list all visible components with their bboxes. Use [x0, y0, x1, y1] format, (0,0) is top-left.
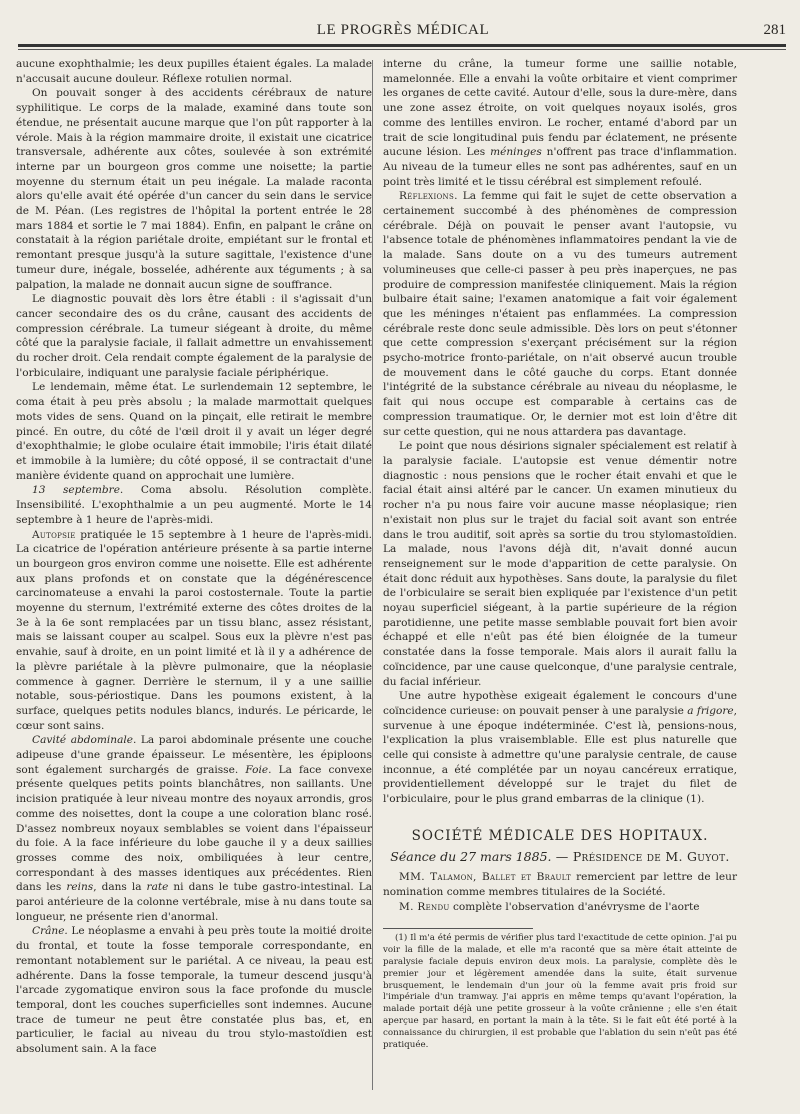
paragraph-text: remercient par lettre de leur nomination comme membres titulaires de la Société.	[383, 871, 737, 898]
paragraph-text: Le néoplasme a envahi à peu près toute la moitié droite du frontal, et toute la fosse temporale correspondante, en remontant notablement sur le pariétal. A ce niveau, la peau est adhérente. Dans la fosse temporale, la tumeur descend jusqu'à l'arcade zygomatique environ sous la face profonde du muscle temporal, dont les couches superficielles sont indemnes. Aucune trace de tumeur ne peut être constatée plus bas, et, en particulier, le facial au niveau du trou stylo-mastoïdien est absolument sain. A la face	[16, 925, 372, 1056]
frigore-term: a frigore	[687, 704, 734, 717]
date-lead: 13 septembre.	[32, 484, 124, 497]
crane-lead: Crâne.	[32, 925, 68, 938]
autopsy-lead: Autopsie	[32, 528, 76, 541]
paragraph-text: complète l'observation d'anévrysme de l'aorte	[449, 900, 700, 913]
paragraph-text: , survenue à une époque indéterminée. C'est là, pensions-nous, l'explication la plus vraisemblable. Elle est plus naturelle que celle qui consiste à admettre qu'une paralysie centrale, de cause inconnue, a été complétée par un noyau cancéreux erratique, providentiellement développé sur le trajet du filet de l'orbiculaire, pour le plus grand embarras de la clinique (1).	[383, 704, 737, 806]
paragraph-text: La femme qui fait le sujet de cette observation a certainement succombé à des phénomènes de compression cérébrale. Déjà on pouvait le penser avant l'autopsie, vu l'absence totale de phénomènes inflammatoires pendant la vie de la malade. Sans doute on a vu des tumeurs autrement volumineuses que celle-ci passer à peu près inaperçues, ne pas produire de compression manifestée cliniquement. Mais la région bulbaire était saine; l'examen anatomique a fait voir également que les méninges n'étaient pas enflammées. La compression cérébrale reste donc seule admissible. Dès lors on peut s'étonner que cette compression s'exerçant précisément sur la région psycho-motrice fronto-pariétale, on n'ait observé aucun trouble de mouvement dans le côté gauche du corps. Etant donnée l'intégrité de la substance cérébrale au niveau du néoplasme, le fait qui nous occupe est comparable à certains cas de compression traumatique. Or, le dernier mot est loin d'être dit sur cette question, qui ne nous attardera pas davantage.	[383, 190, 737, 438]
paragraph	[16, 528, 372, 734]
paragraph-text: La paroi abdominale présente une couche adipeuse d'une grande épaisseur. Le mésentère, les épiploons sont également surchargés de graisse.	[16, 734, 372, 776]
paragraph-text: , dans la	[93, 881, 147, 894]
paragraph: aucune exophthalmie; les deux pupilles étaient égales. La malade n'accusait aucune douleur. Réflexe rotulien normal.	[16, 58, 372, 85]
paragraph: Le lendemain, même état. Le surlendemain 12 septembre, le coma était à peu près absolu ; la malade marmottait quelques mots vides de sens. Quand on la pinçait, elle retirait le membre pincé. En outre, du côté de l'œil droit il y avait un léger degré d'exophthalmie; le globe oculaire était immobile; l'iris était dilaté et immobile à la lumière; du côté opposé, il se contractait d'une manière évidente quand on approchait une lumière.	[16, 381, 372, 482]
abdomen-lead: Cavité abdominale.	[32, 734, 137, 747]
meninges-term: méninges	[490, 146, 542, 159]
paragraph: On pouvait songer à des accidents cérébraux de nature syphilitique. Le corps de la malade, examiné dans toute son étendue, ne présentait aucune marque que l'on pût rapporter à la vérole. Mais à la région mammaire droite, il existait une cicatrice transversale, adhérente aux côtes, soulevée à son extrémité interne par un bourgeon gros comme une noisette; la partie moyenne du sternum était un peu inégale. La malade raconta alors qu'elle avait été opérée d'un cancer du sein dans le service de M. Péan. (Les registres de l'hôpital la portent entrée le 28 mars 1884 et sortie le 7 mai 1884). Enfin, en palpant le crâne on constatait à la région pariétale droite, empiétant sur le frontal et remontant presque jusqu'à la suture sagittale, l'existence d'une tumeur dure, inégale, bosselée, adhérente aux téguments ; à sa palpation, la malade ne donnait aucun signe de souffrance.	[16, 87, 372, 291]
paragraph	[383, 900, 737, 915]
paragraph-text: ni dans le tube gastro-intestinal. La paroi antérieure de la colonne vertébrale, mise à nu dans toute sa longueur, ne présente rien d'anormal.	[16, 881, 372, 923]
paragraph-text: pratiquée le 15 septembre à 1 heure de l'après-midi. La cicatrice de l'opération antérieure présente à sa partie interne un bourgeon gros environ comme une noisette. Elle est adhérente aux plans profonds et on constate que la dégénérescence carcinomateuse a envahi la paroi costosternale. Toute la partie moyenne du sternum, l'extrémité externe des côtes droites de la 3e à la 6e sont remplacées par un tissu blanc, assez résistant, mais se laissant couper au scalpel. Sous eux la plèvre n'est pas envahie, sauf à droite, en un point limité et là il y a adhérence de la plèvre pariétale à la plèvre pulmonaire, que la néoplasie commence à gagner. Derrière le sternum, il y a une saillie notable, sous-périostique. Dans les poumons existent, à la surface, quelques petits nodules blancs, indurés. Le péricarde, le cœur sont sains.	[16, 528, 372, 732]
paragraph: Le point que nous désirions signaler spécialement est relatif à la paralysie faciale. L'autopsie est venue démentir notre diagnostic : nous pensions que le rocher était envahi et que le facial était ainsi altéré par le cancer. Un examen minutieux du rocher n'a pu nous faire voir aucune masse néoplasique; rien n'existait non plus sur le trajet du facial soit avant son entrée dans le trou auditif, soit après sa sortie du trou stylomastoïdien. La malade, nous l'avons déjà dit, n'avait donné aucun renseignement sur le mode d'apparition de cette paralysie. On était donc réduit aux hypothèses. Sans doute, la paralysie du filet de l'orbiculaire se serait bien expliquée par l'existence d'un petit noyau superficiel siégeant, à la partie supérieure de la région parotidienne, une petite masse semblable pouvait fort bien avoir échappé et elle n'eût pas été bien éloignée de la tumeur constatée dans la fosse temporale. Mais alors il aurait fallu la coïncidence, par une cause quelconque, d'une paralysie centrale, du facial inférieur.	[383, 440, 737, 688]
paragraph	[383, 57, 737, 189]
session-line	[383, 850, 737, 865]
foie-lead: Foie.	[245, 763, 272, 776]
session-president: — Présidence de M. Guyot.	[551, 848, 730, 864]
paragraph	[383, 689, 737, 807]
session-date: Séance du 27 mars 1885.	[390, 848, 552, 864]
paragraph-text: interne du crâne, la tumeur forme une saillie notable, mamelonnée. Elle a envahi la voûte orbitaire et vient comprimer les organes de cette cavité. Autour d'elle, sous la dure-mère, dans une zone assez étroite, on voit quelques noyaux isolés, gros comme des lentilles environ. Le rocher, entamé d'abord par un trait de scie longitudinal puis fendu par éclatement, ne présente aucune lésion. Les	[383, 58, 737, 159]
paragraph	[383, 870, 737, 899]
header-rule-thin	[18, 49, 786, 50]
column-divider	[372, 60, 373, 1090]
paragraph-text: Coma absolu. Résolution complète. Insensibilité. L'exophthalmie a un peu augmenté. Morte le 14 septembre à 1 heure de l'après-midi.	[16, 484, 373, 526]
section-title: SOCIÉTÉ MÉDICALE DES HOPITAUX.	[411, 827, 709, 844]
paragraph-text: n'offrent pas trace d'inflammation. Au niveau de la tumeur elles ne sont pas adhérentes, sauf en un point très limité et le tissu cérébral est simplement refoulé.	[383, 146, 737, 188]
footnote-rule	[383, 928, 533, 929]
running-title: LE PROGRÈS MÉDICAL	[316, 22, 490, 38]
header-rule-thick	[18, 44, 786, 47]
footnote: (1) Il m'a été permis de vérifier plus tard l'exactitude de cette opinion. J'ai pu voir la fille de la malade, et elle m'a raconté que sa mère était atteinte de paralysie faciale depuis environ deux mois. La paralysie, complète dès le premier jour et légèrement amendée dans la suite, était survenue brusquement, le lendemain d'un jour où la femme avait pris froid sur l'impériale d'un tramway. J'ai appris en même temps qu'avant l'opération, la malade portait déjà une petite grosseur à la voûte crânienne ; elle s'en était aperçue par hasard, en portant la main à la tête. Si le fait eût été porté à la connaissance du chirurgien, il est probable que l'ablation du sein n'eût pas été pratiquée.	[383, 933, 737, 1050]
paragraph	[16, 924, 372, 1056]
paragraph-text: La face convexe présente quelques petits points blanchâtres, non saillants. Une incision pratiquée à leur niveau montre des noyaux arrondis, gros comme des noisettes, dont la coupe a une coloration blanc rosé. D'assez nombreux noyaux semblables se voient dans l'épaisseur du foie. A la face inférieure du lobe gauche il y a deux saillies grosses comme des noix, ombiliquées à leur centre, correspondant à des masses identiques aux précédentes. Rien dans les	[16, 763, 372, 894]
left-column	[16, 57, 372, 1057]
reins-term: reins	[66, 881, 94, 894]
reflexions-lead: Réflexions.	[399, 190, 458, 203]
paragraph	[16, 483, 372, 527]
paragraph	[16, 733, 372, 924]
right-column	[383, 57, 737, 1051]
rate-term: rate	[146, 881, 169, 894]
member-names: MM. Talamon, Ballet et Brault	[399, 871, 572, 884]
paragraph: Le diagnostic pouvait dès lors être établi : il s'agissait d'un cancer secondaire des os du crâne, causant des accidents de compression cérébrale. La tumeur siégeant à droite, du même côté que la paralysie faciale, il fallait admettre un envahissement du rocher droit. Cela rendait compte également de la paralysie de l'orbiculaire, indiquant une paralysie faciale périphérique.	[16, 293, 372, 379]
paragraph	[383, 189, 737, 439]
member-name: M. Rendu	[399, 900, 450, 913]
page-number: 281	[763, 22, 786, 38]
page-header	[20, 22, 786, 42]
paragraph-text: Une autre hypothèse exigeait également le concours d'une coïncidence curieuse: on pouvait penser à une paralysie	[383, 690, 737, 717]
